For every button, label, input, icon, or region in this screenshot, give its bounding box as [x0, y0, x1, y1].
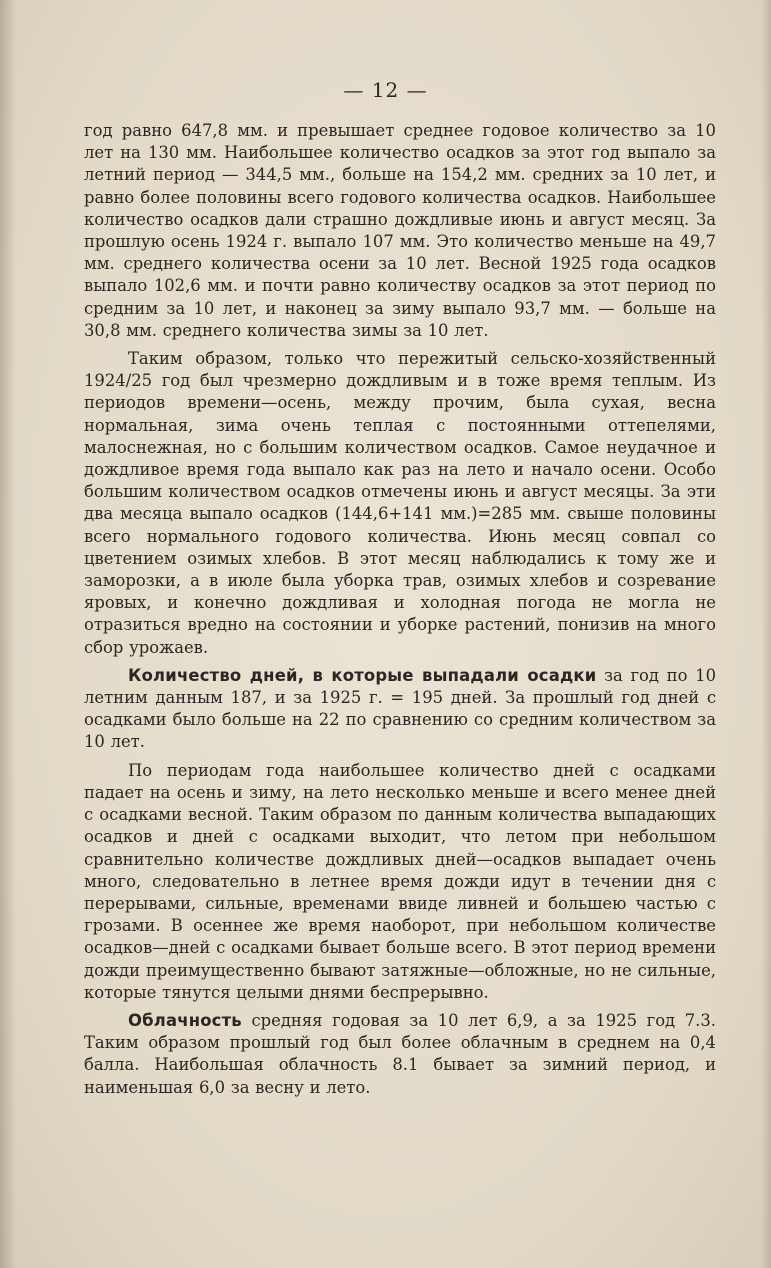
paragraph-cloudiness: [84, 1010, 716, 1099]
text-body: [84, 120, 716, 1099]
paragraph-precipitation-seasons: [84, 120, 716, 342]
paragraph-text: за год по 10 летним данным 187, и за 1925 г. = 195 дней. За прошлый год дней с осадками было больше на 22 по сравнению со средним количеством за 10 лет.: [84, 665, 717, 752]
paragraph-text: Таким образом, только что пережитый сельско-хозяйственный 1924/25 год был чрезмерно дождливым и в тоже время теплым. Из периодов времени—осень, между прочим, была сухая, весна нормальная, зима очень теплая с постоянными оттепелями, малоснежная, но с большим количеством осадков. Самое неудачное и дождливое время года выпало как раз на лето и начало осени. Особо большим количеством осадков отмечены июнь и август месяцы. За эти два месяца выпало осадков (144,6+141 мм.)=285 мм. свыше половины всего нормального годового количества. Июнь месяц совпал со цветением озимых хлебов. В этот месяц наблюдались к тому же и заморозки, а в июле была уборка трав, озимых хлебов и созревание яровых, и конечно дождливая и холодная погода не могла не отразиться вредно на состоянии и уборке растений, понизив на много сбор урожаев.: [84, 349, 716, 657]
paragraph-text: год равно 647,8 мм. и превышает среднее годовое количество за 10 лет на 130 мм. Наибольшее количество осадков за этот год выпало за летний период — 344,5 мм., больше на 154,2 мм. средних за 10 лет, и равно более половины всего годового количества осадков. Наибольшее количество осадков дали страшно дождливые июнь и август месяц. За прошлую осень 1924 г. выпало 107 мм. Это количество меньше на 49,7 мм. среднего количества осени за 10 лет. Весной 1925 года осадков выпало 102,6 мм. и почти равно количеству осадков за этот период по средним за 10 лет, и наконец за зиму выпало 93,7 мм. — больше на 30,8 мм. среднего количества зимы за 10 лет.: [84, 121, 716, 340]
paragraph-text: средняя годовая за 10 лет 6,9, а за 1925 год 7.3. Таким образом прошлый год был более облачным в среднем на 0,4 балла. Наибольшая облачность 8.1 бывает за зимний период, и наименьшая 6,0 за весну и лето.: [84, 1010, 716, 1097]
paragraph-lead: Облачность: [128, 1010, 242, 1030]
paragraph-periods: [84, 760, 716, 1004]
paragraph-precipitation-days: [84, 665, 716, 754]
paragraph-year-summary: [84, 348, 716, 659]
paragraph-lead: Количество дней, в которые выпадали осадки: [128, 665, 597, 685]
paragraph-text: По периодам года наибольшее количество дней с осадками падает на осень и зиму, на лето несколько меньше и всего менее дней с осадками весной. Таким образом по данным количества выпадающих осадков и дней с осадками выходит, что летом при небольшом сравнительно количестве дождливых дней—осадков выпадает очень много, следовательно в летнее время дожди идут в течении дня с перерывами, сильные, временами ввиде ливней и большею частью с грозами. В осеннее же время наоборот, при небольшом количестве осадков—дней с осадками бывает больше всего. В этот период времени дожди преимущественно бывают затяжные—обложные, но не сильные, которые тянутся целыми днями беспрерывно.: [84, 760, 716, 1002]
page-number: — 12 —: [343, 78, 428, 102]
